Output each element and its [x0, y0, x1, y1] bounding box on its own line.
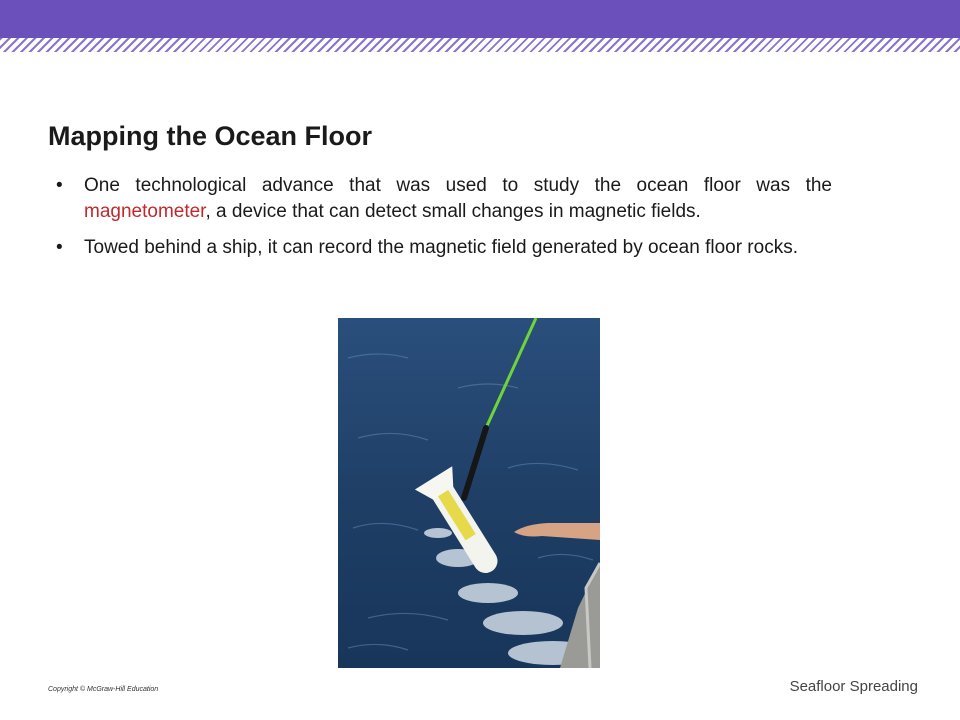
- copyright-notice: Copyright © McGraw-Hill Education: [48, 686, 159, 693]
- slide-title: Mapping the Ocean Floor: [48, 121, 373, 151]
- bullet-text-after: , a device that can detect small changes in magnetic fields.: [205, 201, 701, 222]
- bullet-text: Towed behind a ship, it can record the magnetic field generated by ocean floor rocks.: [84, 237, 798, 258]
- bullet-marker: •: [56, 175, 63, 196]
- footer-topic: Seafloor Spreading: [789, 678, 918, 695]
- bullet-text-before: One technological advance that was used to study the ocean floor was the: [84, 175, 832, 196]
- bullet-item-towed: [56, 235, 832, 261]
- bullet-marker: •: [56, 237, 63, 258]
- bullet-list: [56, 173, 832, 271]
- magnetometer-term: magnetometer: [84, 201, 206, 222]
- magnetometer-photo: [338, 318, 600, 668]
- header-banner: [0, 0, 960, 38]
- bullet-item-magnetometer: [56, 173, 832, 225]
- header-hatch-pattern: [0, 38, 960, 52]
